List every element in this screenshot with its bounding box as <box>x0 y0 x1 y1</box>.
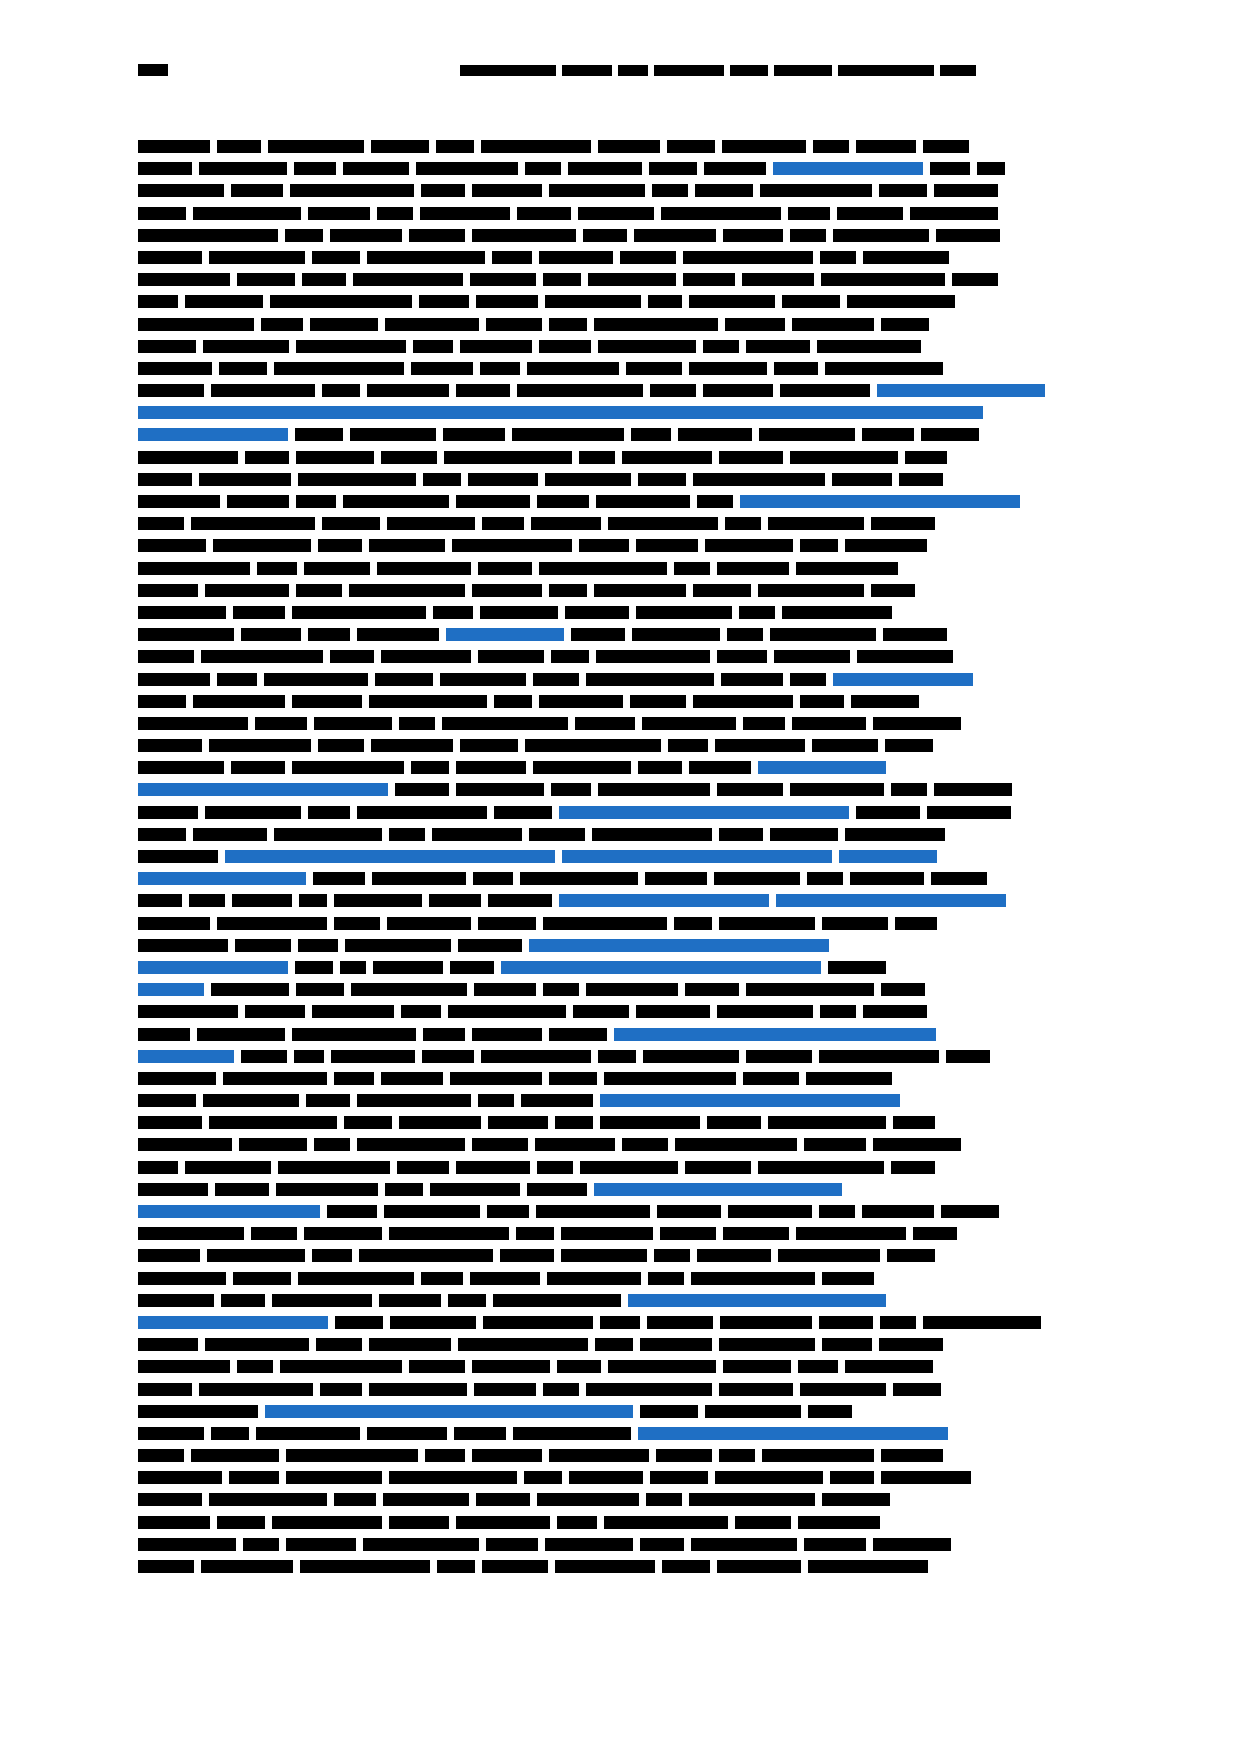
citation-link[interactable] <box>225 850 555 863</box>
citation-link[interactable] <box>740 495 1020 508</box>
running-head-mark-6 <box>774 65 832 76</box>
citation-link[interactable] <box>562 850 832 863</box>
text-line <box>138 717 983 730</box>
text-line <box>138 1072 983 1085</box>
running-head-mark-1 <box>460 65 556 76</box>
text-line <box>138 673 983 686</box>
text-line <box>138 1383 983 1396</box>
text-line <box>138 1272 983 1285</box>
body-text-column <box>138 140 983 1582</box>
text-line <box>138 495 983 508</box>
citation-link[interactable] <box>138 406 983 419</box>
text-line <box>138 229 983 242</box>
text-line <box>138 1560 983 1573</box>
text-line <box>138 1405 983 1418</box>
text-line <box>138 562 983 575</box>
text-line <box>138 184 983 197</box>
citation-link[interactable] <box>138 1316 328 1329</box>
text-line <box>138 783 983 796</box>
text-line <box>138 939 983 952</box>
running-head-mark-8 <box>940 65 976 76</box>
text-line <box>138 1116 983 1129</box>
text-line <box>138 983 983 996</box>
running-head-mark-5 <box>730 65 768 76</box>
text-line <box>138 1493 983 1506</box>
running-head-mark-2 <box>562 65 612 76</box>
citation-link[interactable] <box>628 1294 886 1307</box>
text-line <box>138 428 983 441</box>
citation-link[interactable] <box>758 761 886 774</box>
text-line <box>138 539 983 552</box>
text-line <box>138 340 983 353</box>
running-head-mark-3 <box>618 65 648 76</box>
text-line <box>138 406 983 419</box>
citation-link[interactable] <box>138 1050 234 1063</box>
text-line <box>138 1161 983 1174</box>
text-line <box>138 1471 983 1484</box>
text-line <box>138 650 983 663</box>
text-line <box>138 1183 983 1196</box>
citation-link[interactable] <box>773 162 923 175</box>
text-line <box>138 140 983 153</box>
text-line <box>138 295 983 308</box>
text-line <box>138 384 983 397</box>
citation-link[interactable] <box>138 983 204 996</box>
text-line <box>138 1138 983 1151</box>
text-line <box>138 517 983 530</box>
text-line <box>138 451 983 464</box>
text-line <box>138 1427 983 1440</box>
text-line <box>138 1449 983 1462</box>
text-line <box>138 761 983 774</box>
page-folio-mark <box>138 64 168 76</box>
citation-link[interactable] <box>614 1028 936 1041</box>
text-line <box>138 961 983 974</box>
text-line <box>138 473 983 486</box>
text-line <box>138 1360 983 1373</box>
citation-link[interactable] <box>529 939 829 952</box>
running-head <box>138 62 1102 80</box>
text-line <box>138 1227 983 1240</box>
text-line <box>138 318 983 331</box>
text-line <box>138 1249 983 1262</box>
citation-link[interactable] <box>138 1205 320 1218</box>
text-line <box>138 806 983 819</box>
text-line <box>138 828 983 841</box>
citation-link[interactable] <box>138 872 306 885</box>
running-head-mark-7 <box>838 65 934 76</box>
text-line <box>138 739 983 752</box>
text-line <box>138 1094 983 1107</box>
citation-link[interactable] <box>776 894 1006 907</box>
text-line <box>138 584 983 597</box>
page-folio <box>138 62 139 63</box>
citation-link[interactable] <box>594 1183 842 1196</box>
text-line <box>138 917 983 930</box>
text-line <box>138 894 983 907</box>
citation-link[interactable] <box>833 673 973 686</box>
citation-link[interactable] <box>559 806 849 819</box>
text-line <box>138 1316 983 1329</box>
citation-link[interactable] <box>138 783 388 796</box>
text-line <box>138 1005 983 1018</box>
text-line <box>138 273 983 286</box>
text-line <box>138 251 983 264</box>
citation-link[interactable] <box>138 961 288 974</box>
text-line <box>138 207 983 220</box>
text-line <box>138 872 983 885</box>
text-line <box>138 1050 983 1063</box>
text-line <box>138 695 983 708</box>
running-head-mark-4 <box>654 65 724 76</box>
citation-link[interactable] <box>446 628 564 641</box>
citation-link[interactable] <box>265 1405 633 1418</box>
text-line <box>138 1294 983 1307</box>
citation-link[interactable] <box>559 894 769 907</box>
citation-link[interactable] <box>138 428 288 441</box>
text-line <box>138 606 983 619</box>
citation-link[interactable] <box>501 961 821 974</box>
text-line <box>138 1538 983 1551</box>
citation-link[interactable] <box>600 1094 900 1107</box>
text-line <box>138 628 983 641</box>
citation-link[interactable] <box>877 384 1045 397</box>
text-line <box>138 362 983 375</box>
text-line <box>138 850 983 863</box>
citation-link[interactable] <box>638 1427 948 1440</box>
citation-link[interactable] <box>839 850 937 863</box>
text-line <box>138 1205 983 1218</box>
text-line <box>138 162 983 175</box>
running-head-title <box>138 62 1102 63</box>
text-line <box>138 1516 983 1529</box>
text-line <box>138 1338 983 1351</box>
text-line <box>138 1028 983 1041</box>
